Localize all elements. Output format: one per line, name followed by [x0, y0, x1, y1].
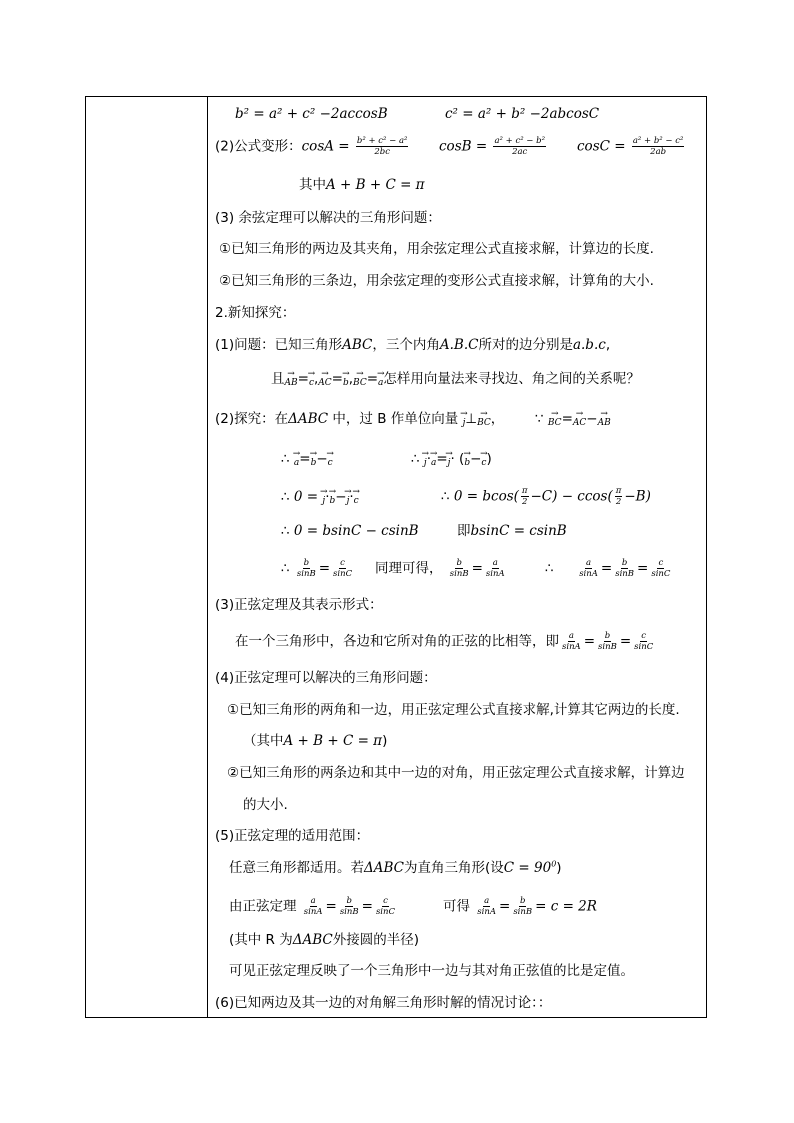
step-1 — [281, 448, 333, 472]
text: · — [349, 489, 354, 505]
result-2R — [443, 896, 597, 917]
vector: → c — [481, 448, 486, 472]
formula-text: cosC = — [577, 138, 626, 155]
numerator: a² + c² − b² — [494, 136, 545, 146]
fraction — [650, 558, 671, 579]
denominator: 2 — [615, 497, 622, 507]
denominator: sinC — [375, 907, 395, 917]
cosine-case-2 — [219, 272, 654, 290]
numerator: a — [568, 631, 574, 641]
denominator: sinB — [513, 907, 533, 917]
denominator: sinA — [579, 569, 598, 579]
text: − — [316, 451, 328, 467]
cosine-case-1 — [219, 240, 654, 258]
text: − — [470, 451, 482, 467]
text: = — [436, 451, 448, 467]
text: ∴ — [281, 451, 290, 467]
fraction — [356, 136, 409, 157]
text: ①已知三角形的两角和一边，用正弦定理公式直接求解,计算其它两边的长度. — [227, 702, 680, 718]
formula-text: A + B + C = π — [326, 177, 425, 193]
formula-text: cosB = — [439, 138, 488, 155]
formula-text: b² = a² + c² −2accosB — [235, 106, 388, 122]
text: (3) 余弦定理可以解决的三角形问题： — [215, 210, 441, 226]
formula-cosB — [439, 136, 548, 157]
problem-statement — [215, 336, 610, 354]
vector: → AC — [573, 408, 586, 432]
denominator: sinA — [303, 907, 323, 917]
text: , — [605, 337, 611, 353]
text: (1)问题：已知三角形 — [215, 337, 343, 353]
text: 同理可得， — [375, 560, 443, 577]
text: · — [325, 489, 330, 505]
step-8 — [375, 558, 508, 579]
vector: → a — [294, 448, 299, 472]
text: 任意三角形都适用。若 — [229, 860, 364, 876]
numerator: a — [484, 896, 490, 906]
vector: → AC — [318, 368, 331, 392]
text: （其中 — [243, 733, 284, 749]
text: 由正弦定理 — [229, 898, 297, 915]
denominator: sinB — [296, 569, 316, 579]
formula-text: 0 = bcos( — [453, 488, 519, 505]
formula-text: cosA = — [301, 138, 350, 155]
vector: → a — [378, 368, 383, 392]
formula-text: a.b.c — [572, 337, 606, 353]
denominator: sinB — [615, 569, 635, 579]
numerator: a² + b² − c² — [632, 136, 684, 146]
text: = — [583, 633, 596, 650]
vector: → j — [347, 486, 350, 510]
fraction — [633, 631, 654, 652]
formula-text: c² = a² + b² −2abcosC — [445, 106, 600, 122]
formula-text: C = 90 — [503, 860, 552, 876]
vector: → b — [343, 368, 349, 392]
text: ②已知三角形的两条边和其中一边的对角，用正弦定理公式直接求解，计算边 — [227, 765, 685, 781]
numerator: b — [621, 558, 628, 568]
numerator: π — [615, 486, 622, 496]
sine-law-uses-heading — [215, 669, 437, 687]
vector: → BC — [353, 368, 367, 392]
vector: → b — [329, 486, 335, 510]
numerator: b — [604, 631, 611, 641]
text: ∴ — [281, 523, 290, 539]
item-label: (2)公式变形： — [215, 138, 302, 155]
vector: → j — [463, 408, 466, 432]
text: 为直角三角形(设 — [404, 860, 504, 876]
fraction — [449, 558, 470, 579]
denominator: sinA — [477, 907, 496, 917]
section-2-heading — [215, 304, 295, 322]
fraction — [375, 896, 396, 917]
text: 2.新知探究： — [215, 305, 296, 321]
text: 在一个三角形中，各边和它所对角的正弦的比相等，即 — [235, 633, 559, 650]
denominator: sinC — [634, 642, 654, 652]
vector-setup: 且→ AB=→ c,→ AC=→ b,→ BC=→ a怎样用向量法来寻找边、角之间的关系呢？ — [271, 368, 640, 392]
conclusion — [229, 962, 634, 980]
text: 即 — [457, 523, 471, 539]
text: = — [471, 560, 483, 577]
law-of-cosines-b — [235, 105, 388, 123]
denominator: sinA — [562, 642, 581, 652]
vector: → j — [448, 448, 451, 472]
numerator: b² + c² − a² — [356, 136, 408, 146]
vector: → BC — [548, 408, 562, 432]
numerator: b — [346, 896, 352, 906]
text: ) — [486, 451, 492, 467]
text: · ( — [450, 451, 465, 467]
text: = — [499, 898, 511, 915]
text: (4)正弦定理可以解决的三角形问题： — [215, 670, 437, 686]
law-of-cosines-c — [445, 105, 599, 123]
explore-line: (2)探究：在ΔABC 中，过 B 作单位向量 → j⊥→ BC， — [215, 408, 504, 432]
text: ∵ — [535, 411, 544, 427]
formula-text: 0 = — [293, 489, 319, 505]
text: ) — [556, 860, 562, 876]
formula-text: ΔABC — [288, 411, 329, 427]
text: (6)已知两边及其一边的对角解三角形时解的情况讨论：： — [215, 995, 552, 1011]
applicability-line — [229, 859, 562, 877]
formula-text: 0 = bsinC − csinB — [293, 523, 419, 539]
text: (其中 R 为 — [229, 932, 293, 948]
numerator: a — [492, 558, 498, 568]
denominator: 2ac — [512, 147, 528, 157]
text: (3)正弦定理及其表示形式： — [215, 597, 383, 613]
text: − — [335, 489, 347, 505]
fraction — [512, 896, 533, 917]
text: = — [600, 560, 613, 577]
by-sine-law — [229, 896, 398, 917]
text: 其中 — [299, 177, 326, 193]
text: 怎样用向量法来寻找边、角之间的关系呢？ — [383, 371, 640, 387]
numerator: a — [586, 558, 592, 568]
numerator: c — [658, 558, 664, 568]
sine-case-2-cont — [243, 796, 288, 814]
numerator: c — [340, 558, 345, 568]
superscript: 0 — [551, 859, 557, 869]
text: = — [361, 898, 373, 915]
radius-note — [229, 931, 419, 949]
denominator: sinB — [449, 569, 469, 579]
denominator: sinC — [651, 569, 671, 579]
text: 所对的边分别是 — [478, 337, 573, 353]
text: = — [619, 633, 632, 650]
step-3 — [281, 486, 359, 510]
numerator: b — [519, 896, 526, 906]
because-line — [535, 408, 611, 432]
step-9 — [545, 558, 673, 579]
formula-cosC — [577, 136, 686, 157]
fraction — [332, 558, 353, 579]
vector: → c — [328, 448, 333, 472]
fraction — [614, 558, 635, 579]
text: ∴ — [545, 560, 554, 577]
text: 中，过 B 作单位向量 — [328, 411, 459, 427]
text: ②已知三角形的三条边，用余弦定理的变形公式直接求解，计算角的大小. — [219, 273, 654, 289]
text: ∴ — [281, 489, 290, 505]
column-divider — [207, 96, 208, 1018]
text: ①已知三角形的两边及其夹角，用余弦定理公式直接求解，计算边的长度. — [219, 241, 654, 257]
text: = — [325, 898, 337, 915]
applicability-heading — [215, 827, 369, 845]
text: − — [586, 411, 598, 427]
text: 可见正弦定理反映了一个三角形中一边与其对角正弦值的比是定值。 — [229, 963, 634, 979]
step-2 — [411, 448, 492, 472]
denominator: 2bc — [374, 147, 390, 157]
sine-case-1 — [227, 701, 680, 719]
vector: → j — [322, 486, 325, 510]
text: (5)正弦定理的适用范围： — [215, 828, 370, 844]
denominator: sinA — [485, 569, 505, 579]
denominator: 2ab — [650, 147, 667, 157]
item-3 — [215, 209, 441, 227]
text: = — [299, 451, 311, 467]
formula-text: ΔABC — [292, 932, 333, 948]
numerator: π — [521, 486, 528, 496]
text: ⊥ — [465, 411, 478, 427]
numerator: c — [383, 896, 388, 906]
content-cell — [213, 96, 703, 1018]
fraction — [339, 896, 360, 917]
fraction — [561, 631, 582, 652]
text: = — [366, 371, 379, 387]
vector: → b — [464, 448, 470, 472]
fraction — [615, 486, 623, 507]
fraction — [632, 136, 685, 157]
text: · — [426, 451, 431, 467]
formula-variants — [215, 136, 410, 157]
numerator: b — [456, 558, 462, 568]
formula-text: A + B + C = π — [283, 733, 383, 749]
fraction — [303, 896, 324, 917]
text: ) — [382, 733, 388, 749]
step-6 — [457, 522, 567, 540]
vector: → c — [354, 486, 359, 510]
numerator: a — [310, 896, 316, 906]
fraction — [485, 558, 506, 579]
angle-sum — [299, 176, 425, 194]
formula-text: = c = 2R — [535, 898, 597, 915]
text: = — [297, 371, 309, 387]
vector: → AB — [598, 408, 611, 432]
text: 的大小. — [243, 797, 288, 813]
fraction — [493, 136, 546, 157]
text: ∴ — [281, 560, 290, 577]
numerator: c — [641, 631, 647, 641]
sine-law-heading — [215, 596, 383, 614]
text: = — [561, 411, 573, 427]
sine-case-1-note — [243, 732, 387, 750]
denominator: sinB — [339, 907, 359, 917]
text: (2)探究：在 — [215, 411, 289, 427]
formula-text: A.B.C — [439, 337, 479, 353]
fraction — [476, 896, 497, 917]
vector: → j — [424, 448, 427, 472]
text: 外接圆的半径) — [332, 932, 420, 948]
formula-text: −B) — [624, 488, 651, 505]
vector: → c — [309, 368, 314, 392]
fraction — [597, 631, 618, 652]
formula-text: ABC — [342, 337, 373, 353]
text: ∴ — [441, 488, 450, 505]
denominator: 2 — [521, 497, 528, 507]
denominator: sinC — [333, 569, 353, 579]
text: = — [318, 560, 331, 577]
formula-text: −C) − ccos( — [530, 488, 613, 505]
text: 可得 — [443, 898, 470, 915]
sine-case-2 — [227, 764, 685, 782]
formula-text: ΔABC — [364, 860, 404, 876]
text: 且 — [271, 371, 285, 387]
formula-text: bsinC = csinB — [470, 523, 567, 539]
step-7 — [281, 558, 355, 579]
numerator: b — [303, 558, 310, 568]
text: ∴ — [411, 451, 420, 467]
vector: → AB — [285, 368, 298, 392]
vector: → b — [311, 448, 317, 472]
text: ，三个内角 — [372, 337, 440, 353]
case-discussion-heading — [215, 994, 551, 1012]
step-4 — [441, 486, 651, 507]
fraction — [296, 558, 317, 579]
vector: → a — [431, 448, 436, 472]
sine-law-statement — [235, 631, 656, 652]
denominator: sinB — [598, 642, 617, 652]
vector: → BC — [477, 408, 491, 432]
fraction — [521, 486, 529, 507]
fraction — [578, 558, 599, 579]
step-5 — [281, 522, 419, 540]
text: = — [331, 371, 343, 387]
text: = — [637, 560, 649, 577]
